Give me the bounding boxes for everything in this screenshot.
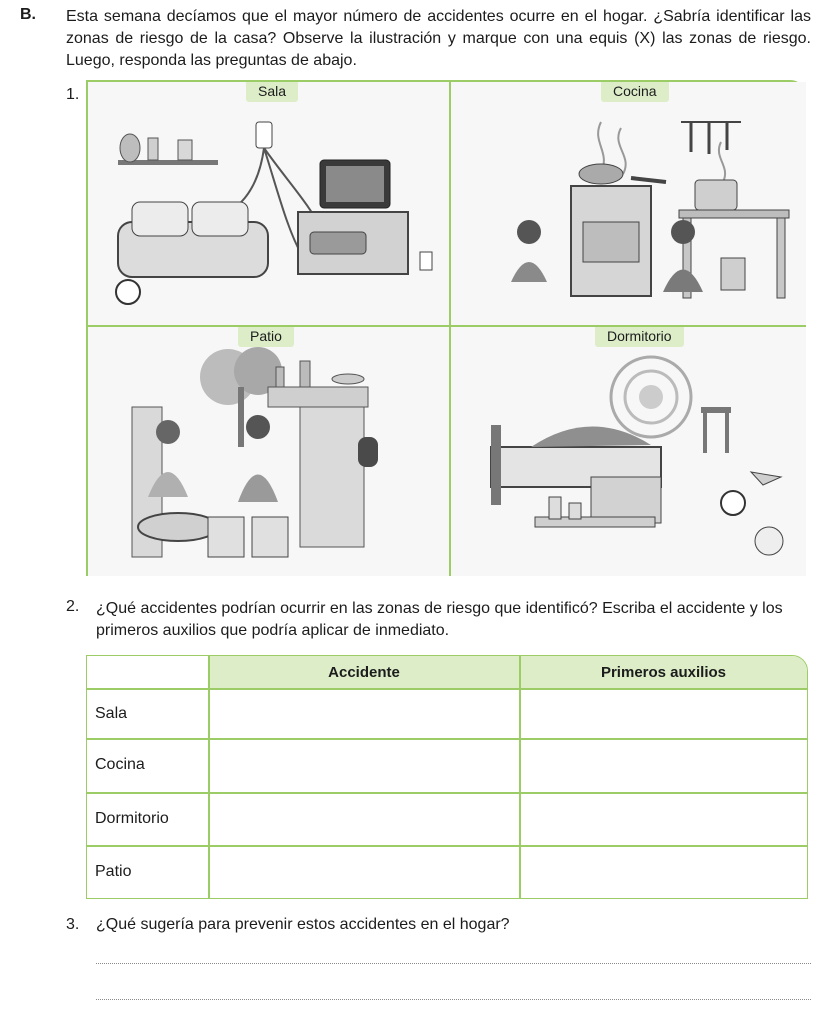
answer-cell-cocina-accidente[interactable] xyxy=(210,740,518,791)
table-row-patio: Patio xyxy=(95,863,132,880)
panel-label-patio: Patio xyxy=(238,327,294,347)
table-row-dormitorio: Dormitorio xyxy=(95,810,169,827)
panel-label-cocina: Cocina xyxy=(601,82,669,102)
answer-cell-cocina-auxilios[interactable] xyxy=(521,740,807,791)
answer-line[interactable] xyxy=(96,963,811,964)
table-header-primeros-auxilios: Primeros auxilios xyxy=(520,656,807,688)
panel-cocina[interactable] xyxy=(451,82,806,325)
table-header-accidente: Accidente xyxy=(209,656,519,688)
panel-patio[interactable] xyxy=(88,327,449,576)
answer-cell-sala-auxilios[interactable] xyxy=(521,690,807,737)
answer-cell-patio-accidente[interactable] xyxy=(210,847,518,897)
section-letter: B. xyxy=(20,6,36,23)
bedroom-illustration xyxy=(451,327,806,576)
question-3-text: ¿Qué sugería para prevenir estos accidentes en el hogar? xyxy=(96,916,510,933)
answer-cell-sala-accidente[interactable] xyxy=(210,690,518,737)
kitchen-illustration xyxy=(451,82,806,325)
panel-label-dormitorio: Dormitorio xyxy=(595,327,684,347)
section-intro: Esta semana decíamos que el mayor número de accidentes ocurre en el hogar. ¿Sabría identificar las zonas de riesgo de la casa? Observe la ilustración y marque con una equis (X) las zonas de riesgo. Luego, responda las preguntas de abajo. xyxy=(66,8,811,69)
panel-label-sala: Sala xyxy=(246,82,298,102)
question-2-text: ¿Qué accidentes podrían ocurrir en las zonas de riesgo que identificó? Escriba el accidente y los primeros auxilios que podría aplicar de inmediato. xyxy=(96,600,783,639)
question-3-number: 3. xyxy=(66,916,80,933)
panel-dormitorio[interactable] xyxy=(451,327,806,576)
table-row-sala: Sala xyxy=(95,705,128,722)
answer-cell-dormitorio-auxilios[interactable] xyxy=(521,794,807,844)
answer-cell-dormitorio-accidente[interactable] xyxy=(210,794,518,844)
answer-cell-patio-auxilios[interactable] xyxy=(521,847,807,897)
answer-line[interactable] xyxy=(96,999,811,1000)
patio-illustration xyxy=(88,327,449,576)
first-aid-table xyxy=(86,655,808,899)
table-row-cocina: Cocina xyxy=(95,756,145,773)
question-1-number: 1. xyxy=(66,86,80,103)
risk-zones-grid xyxy=(86,80,806,576)
living-room-illustration xyxy=(88,82,449,325)
question-2-number: 2. xyxy=(66,598,80,615)
panel-sala[interactable] xyxy=(88,82,449,325)
